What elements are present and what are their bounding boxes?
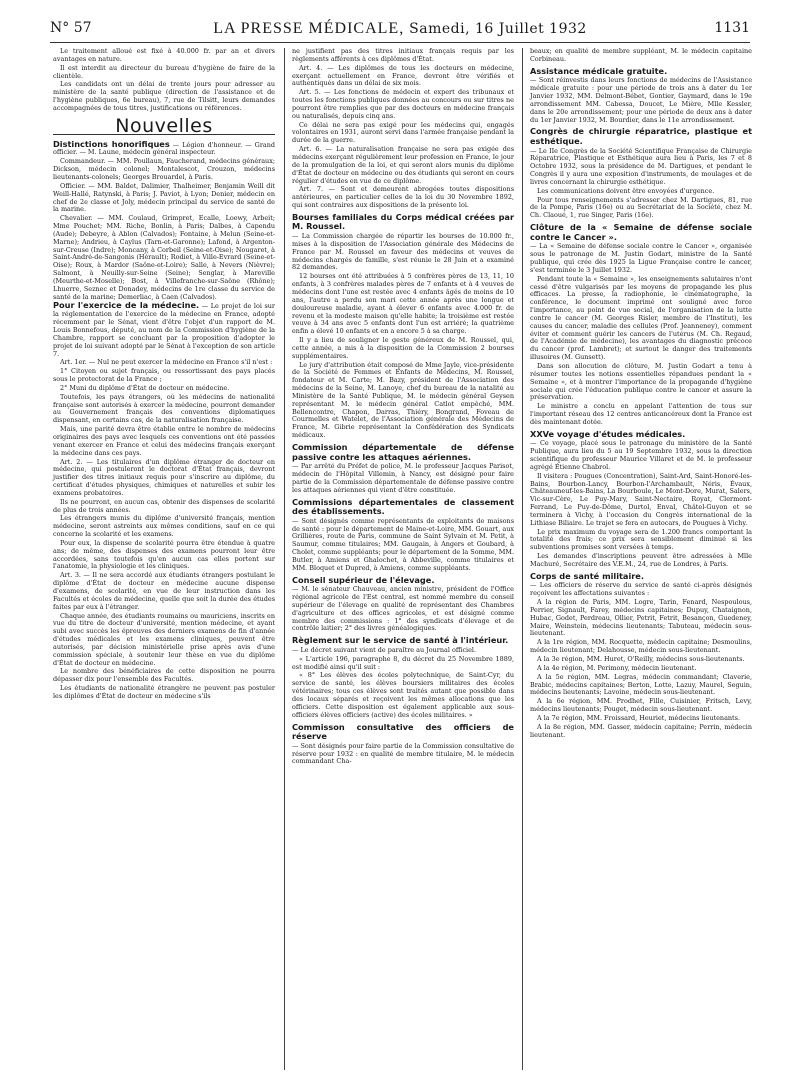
article-lead: — La « Semaine de défense sociale contre le Cancer », organisée sous le patronage de M. Justin Godart, ministre de la Santé publique, qui crée dès 1925 la Ligue Française contre le cancer, s'est terminée le 3 Juillet 1932.	[530, 242, 752, 274]
paragraph: A la 1re région, MM. Rocquette, médecin capitaine; Desmoulins, médecin lieutenant; Delahousse, médecin sous-lieutenant.	[530, 638, 752, 655]
column-3	[530, 48, 752, 740]
column-divider	[522, 48, 523, 1070]
paragraph: 2° Muni du diplôme d'État de docteur en médecine.	[60, 383, 230, 392]
paragraph: Le ministre a conclu en appelant l'attention de tous sur l'important réseau des 12 centres anticancéreux dont la France est dès maintenant dotée.	[530, 402, 752, 426]
article-title: Conseil supérieur de l'élevage.	[292, 574, 435, 585]
article-exercice	[53, 302, 275, 358]
paragraph: Mais, une parité devra être établie entre le nombre de médecins originaires des pays avec lesquels ces conventions ont été passées venant exercer en France et celui des médecins français exerçant la médecine dans ces pays.	[53, 425, 275, 457]
paragraph: Art. 4. — Les diplômes de tous les docteurs en médecine, exerçant actuellement en France, devront être vérifiés et authentiqués dans un délai de six mois.	[292, 63, 514, 88]
page-number: N° 57	[50, 20, 92, 36]
paragraph: A la 8e région, MM. Gasser, médecin capitaine; Perrin, médecin lieutenant.	[530, 722, 752, 739]
paragraph: Chaque année, des étudiants roumains ou mauriciens, inscrits en vue du titre de docteur d'université, mention médecine, et ayant subi avec succès les épreuves des derniers examens de fin d'année d'études médicales et les examens cliniques, peuvent être autorisés, par décision ministérielle prise après avis d'une commission spéciale, à soutenir leur thèse en vue du diplôme d'État de docteur en médecine.	[53, 611, 275, 667]
article-title: XXVe voyage d'études médicales.	[530, 428, 686, 439]
paragraph: Art. 6. — La naturalisation française ne sera pas exigée des médecins exerçant régulièrement leur profession en France, le jour de la promulgation de la loi, et qui seront alors munis du diplôme d'État de docteur en médecine ou des étudiants qui seront en cours régulier d'études en vue de ce diplôme.	[292, 145, 514, 185]
paragraph: Pendant toute la « Semaine », les enseignements salutaires n'ont cessé d'être vulgarisés par les moyens de propagande les plus efficaces. La presse, la radiophonie, le cinématographe, la conférence, le document imprimé ont souligné avec force l'importance, au point de vue social, de l'organisation de la lutte contre le cancer (M. Georges Risler, membre de l'Institut), les causes du cancer, maladie des cellules (Prof. Jeanneney), comment éviter et comment guérir les cancers de l'utérus (M. Ch. Regaud, de l'Académie de médecine), les avantages du diagnostic précoce du cancer (prof. Lambret); et surtout le danger des traitements illusoires (M. Gunsett).	[530, 274, 752, 362]
article-lead: — La Commission chargée de répartir les bourses de 10.000 fr., mises à la disposition de l'Association générale des Médecins de France par M. Roussel en faveur des médecins et veuves de médecins chargés de famille, s'est réunie le 28 Juin et a examiné 82 demandes.	[292, 232, 514, 272]
header-rule	[50, 42, 750, 43]
article-title: Congrès de chirurgie réparatrice, plastique et esthétique.	[530, 126, 752, 146]
article-title: Commissions départementales de classement des établissements.	[292, 496, 514, 517]
paragraph: Art. 5. — Les fonctions de médecin et expert des tribunaux et toutes les fonctions publiques données au concours ou sur titres ne pourront être remplies que par des docteurs en médecine français ou naturalisés, depuis cinq ans.	[292, 88, 514, 120]
paragraph: Pour tous renseignements s'adresser chez M. Dartigues, 81, rue de la Pompe, Paris (16e) ou au Secrétariat de la Société, chez M. Ch. Claoué, 1, rue Singer, Paris (16e).	[530, 195, 752, 220]
article-lead: — Les officiers de réserve du service de santé ci-après désignés reçoivent les affectations suivantes :	[530, 581, 752, 598]
paragraph: Art. 1er. — Nul ne peut exercer la médecine en France s'il n'est :	[60, 358, 273, 367]
paragraph: Le traitement alloué est fixé à 40.000 fr. par an et divers avantages en nature.	[53, 47, 275, 63]
paragraph: Dans son allocution de clôture, M. Justin Godart a tenu à résumer toutes les notions essentielles répandues pendant la « Semaine », et à montrer l'importance de la propagande d'hygiène sociale qui crée l'éducation publique contre le cancer et assure la préservation.	[530, 361, 752, 402]
article-lead: — Sont désignés comme représentants de exploitants de maisons de santé : pour le département de Maine-et-Loire, MM. Gouart, aux Grillières, route de Paris, commune de Saint Sylvain et M. Petit, à Saumur, comme titulaires; MM. Gaugain, à Angers et Goubard, à Cholet, comme suppléants; pour le département de la Somme, MM. Butler, à Amiens et Ghalochet, à Abbeville, comme titulaires et MM. Bloquet et Dupred, à Amiens, comme suppléants.	[292, 516, 514, 572]
article-title: Règlement sur le service de santé à l'intérieur.	[292, 635, 509, 646]
paragraph: Officier. — MM. Baldet, Dalimier, Thalheimer, Benjamin Weill dit Weill-Hallé, Ratynski, à Paris; J. Paviot, à Lyon; Denier, médecin en chef de 2e classe et Joly, médecin principal du service de santé de la marine.	[53, 181, 275, 214]
column-1	[53, 48, 275, 702]
paragraph: Chevalier. — MM. Coulaud, Grimpret, Ecalle, Loewy, Arbeit; Mme Pouchet; MM. Riche, Bonlin, à Paris; Dalbes, à Capendu (Aude); Debeyre, à Ablon (Calvados); Fontaine, à Melun (Seine-et-Marne); Andrieu, à Caylus (Tarn-et-Garonne); Lafond, à Argenton-sur-Creuse (Indre); Moncany, à Corbeil (Seine-et-Oise); Nougaret, à Saint-André-de-Sangonis (Hérault); Rodiet, à Ville-Evrard (Seine-et-Oise); Roux, à Mardor (Saône-et-Loire); Salle, à Nevers (Nièvre); Salmont, à Neuilly-sur-Seine (Seine); Senglar, à Mareville (Meurthe-et-Moselle); Bost, à Villefranche-sur-Saône (Rhône); Lhuerre, Seznec et Donadey, médecins de 1re classe du service de santé de la marine; Demerliac, à Caen (Calvados).	[53, 214, 275, 301]
article-lead: — Légion d'honneur. — Grand officier. — M. Laune, médecin général inspecteur.	[53, 140, 275, 157]
paragraph: A la 6e région, MM. Prodhet, Fille, Cuisinier, Fritsch, Levy, médecins lieutenants; Pouget, médecin sous-lieutenant.	[530, 697, 752, 714]
paragraph: Il est interdit au directeur du bureau d'hygiène de faire de la clientèle.	[53, 63, 275, 80]
folio: 1131	[714, 20, 750, 36]
paragraph: Le nombre des bénéficiaires de cette disposition ne pourra dépasser dix pour l'ensemble des Facultés.	[53, 667, 275, 684]
page-header	[50, 20, 750, 40]
article-title: Distinctions honorifiques	[53, 138, 170, 149]
journal-title: LA PRESSE MÉDICALE,	[213, 20, 405, 37]
paragraph: ne justifient pas des titres initiaux français requis par les règlements afférents à ces diplômes d'État.	[292, 47, 514, 63]
paragraph: Toutefois, les pays étrangers, où les médecins de nationalité française sont autorisés à exercer la médecine, pourront demander au Gouvernement français des conventions diplomatiques dispensant, en certains cas, de la naturalisation française.	[53, 392, 275, 425]
article-lead: — Sont réinvestis dans leurs fonctions de médecins de l'Assistance médicale gratuite : pour une période de trois ans à dater du 1er Janvier 1932, MM. Delmont-Bébet, Gontier, Gaymard, dans le 19e arrondissement MM. Cabessa, Doucet, Le Mière, Mlle Kessler, dans le 20e arrondissement; pour une période de deux ans à dater du 1er Janvier 1932, M. Bourdier, dans le 11e arrondissement.	[530, 76, 752, 124]
paragraph: Commandeur. — MM. Poullaun, Faucherand, médecins généraux; Dickson, médecin colonel; Montalescot, Crouzon, médecins lieutenants-colonels; Georges Brouardel, à Paris.	[53, 157, 275, 181]
paragraph: Les communications doivent être envoyées d'urgence.	[537, 186, 715, 195]
paragraph: Art. 3. — Il ne sera accordé aux étudiants étrangers postulant le diplôme d'État de docteur en médecine aucune dispense d'examens, de scolarité, en vue de leur instruction dans les Facultés et écoles de médecine, quelle que soit la durée des études faites par eux à l'étranger.	[53, 571, 275, 611]
column-2	[292, 48, 514, 767]
article-lead: — Sont désignés pour faire partie de la Commission consultative de réserve pour 1932 : en qualité de membre titulaire, M. le médecin commandant Cha-	[292, 741, 514, 766]
paragraph: Les étudiants de nationalité étrangère ne peuvent pas postuler les diplômes d'État de docteur en médecine s'ils	[53, 684, 275, 700]
paragraph: Pour eux, la dispense de scolarité pourra être étendue à quatre ans; de même, des dispenses des examens pourront leur être accordées, sans toutefois qu'en aucun cas elles portent sur l'anatomie, la physiologie et les cliniques.	[53, 538, 275, 571]
paragraph: Le prix maximum du voyage sera de 1.200 francs comportant la totalité des frais; ce prix sera sensiblement diminué si les subventions promises sont versées à temps.	[530, 527, 752, 552]
section-heading-nouvelles: Nouvelles	[115, 114, 213, 137]
article-lead: — M. le sénateur Chauveau, ancien ministre, président de l'Office régional agricole de l'Est central, est nommé membre du conseil supérieur de l'élevage en qualité de représentant des Chambres d'agriculture et des offices agricoles, et est désigné comme membre des commissions : 1° des syndicats d'élevage et de contrôle laitier; 2° des livres généalogiques.	[292, 585, 514, 633]
paragraph: Art. 2. — Les titulaires d'un diplôme étranger de docteur en médecine, qui postuleront le doctorat d'État français, devront justifier des titres initiaux requis pour s'inscrire au diplôme, du certificat d'études physiques, chimiques et naturelles et subir les examens probatoires.	[53, 457, 275, 497]
paragraph: beaux; en qualité de membre suppléant, M. le médecin capitaine Corbineau.	[530, 47, 752, 63]
paragraph: Ce délai ne sera pas exigé pour les médecins qui, engagés volontaires en 1931, auront servi dans l'armée française pendant la durée de la guerre.	[292, 120, 514, 145]
paragraph: « L'article 196, paragraphe 8, du décret du 25 Novembre 1889, est modifié ainsi qu'il suit :	[292, 654, 514, 671]
paragraph: A la 3e région, MM. Huret, O'Reilly, médecins sous-lieutenants.	[537, 655, 745, 663]
article-lead: — Le IIe Congrès de la Société Scientifique Française de Chirurgie Réparatrice, Plastique et Esthétique aura lieu à Paris, les 7 et 8 Octobre 1932, sous la présidence de M. Dartigues, et pendant le Congrès il y aura une exposition d'instruments, de moulages et de livres concernant la chirurgie esthétique.	[530, 146, 752, 186]
paragraph: 12 bourses ont été attribuées à 5 confrères pères de 13, 11, 10 enfants, à 3 confrères malades pères de 7 enfants et à 4 veuves de médecins dont l'une est restée avec 4 enfants âgés de moins de 10 ans, l'autre a perdu son mari cette année après une longue et douloureuse maladie, ayant à élever 6 enfants avec 4.000 fr. de revenu et la modeste maison qu'elle habite; la troisième est restée veuve à 34 ans avec 5 enfants dont l'un est arriéré; la quatrième enfin a élevé 10 enfants et en a encore 5 à sa charge.	[292, 272, 514, 336]
article-title: Commission départementale de défense passive contre les attaques aériennes.	[292, 442, 514, 462]
paragraph: Les étrangers munis du diplôme d'université français, mention médecine, seront astreints aux mêmes conditions, sauf en ce qui concerne la scolarité et les examens.	[53, 514, 275, 539]
paragraph: Les candidats ont un délai de trente jours pour adresser au ministère de la santé publique (direction de l'assistance et de l'hygiène publiques, 6e bureau), 7, rue de Tilsitt, leurs demandes accompagnées de tous titres, justifications ou références.	[53, 80, 275, 112]
article-title: Bourses familiales du Corps médical créées par M. Roussel.	[292, 211, 514, 232]
paragraph: Les demandes d'inscriptions peuvent être adressées à Mlle Machuré, Secrétaire des V.E.M., 24, rue de Londres, à Paris.	[530, 552, 752, 568]
article-title: Assistance médicale gratuite.	[530, 65, 668, 76]
paragraph: « 8° Les élèves des écoles polytechnique, de Saint-Cyr, du service de santé, les élèves boursiers militaires des écoles vétérinaires; tous ces élèves sont traités autant que possible dans des locaux séparés et reçoivent les mêmes allocations que les officiers. Cette disposition est également applicable aux sous-officiers élèves officiers (active) des écoles militaires. »	[292, 671, 514, 719]
paragraph: A la région de Paris, MM. Logre, Tarin, Fenard, Nespoulous, Perrier, Signault, Farey, médecins capitaines; Dupuy, Chataignon, Hubac, Godet, Perdreau, Ollier, Petrit, Fetrit, Besançon, Guedeney, Maire, Weinstein, médecins lieutenants; Tabuteau, médecin sous-lieutenant.	[530, 598, 752, 638]
paragraph: 1° Citoyen ou sujet français, ou ressortissant des pays placés sous le protectorat de la France ;	[53, 367, 275, 384]
paragraph: A la 7e région, MM. Froissard, Heuriet, médecins lieutenants.	[537, 713, 740, 722]
article-lead: — Le projet de loi sur la réglementation de l'exercice de la médecine en France, adopté récemment par le Sénat, vient d'être l'objet d'un rapport de M. Louis Bonnefous, député, au nom de la Commission d'hygiène de la Chambre, rapport se concluant par la proposition d'adopter le projet de loi suivant adopté par le Sénat à l'exception de son article 7.	[53, 302, 276, 358]
paragraph: A la 5e région, MM. Legras, médecin commandant; Claverie, Brabic, médecins capitaines; Berton, Lotte, Lazuy, Maurel, Seguin, médecins lieutenants; Lavoine, médecin sous-lieutenant.	[530, 672, 752, 697]
column-divider	[284, 48, 285, 1070]
article-distinctions	[53, 138, 275, 158]
article-lead: — Ce voyage, placé sous le patronage du ministère de la Santé Publique, aura lieu du 5 au 19 Septembre 1932, sous la direction scientifique du professeur Maurice Villaret et de M. le professeur agrégé Étienne Chabrol.	[530, 439, 752, 471]
article-title: Clôture de la « Semaine de défense sociale contre le Cancer ».	[530, 222, 752, 242]
paragraph: Il y a lieu de souligner le geste généreux de M. Roussel, qui, cette année, a mis à la disposition de la Commission 2 bourses supplémentaires.	[292, 336, 514, 360]
paragraph: A la 4e région, M. Perimony, médecin lieutenant.	[537, 663, 697, 672]
paragraph: Art. 7. — Sont et demeurent abrogées toutes dispositions antérieures, en particulier celles de la loi du 30 Novembre 1892, qui sont contraires aux dispositions de la présente loi.	[292, 185, 514, 210]
article-title: Corps de santé militaire.	[530, 570, 644, 581]
paragraph: Le jury d'attribution était composé de Mme Jayle, vice-présidente de la Société de Femmes et Enfants de Médecins, M. Roussel, fondateur et M. Carte; M. Bazy, président de l'Association des médecins de la Seine, M. Lanoye, chef du bureau de la natalité au Ministère de la Santé Publique, M. le médecin général Geysen représentant M. le médecin général Catlot empêché, MM. Bellencontre, Chapon, Darras, Thiéry, Bongrand, Foveau de Courmelles et Watelet, de l'Association générale des Médecins de France, M. Gibrie représentant la Confédération des Syndicats médicaux.	[292, 360, 514, 440]
paragraph: Ils ne pourront, en aucun cas, obtenir des dispenses de scolarité de plus de trois années.	[53, 497, 275, 514]
article-title: Pour l'exercice de la médecine.	[53, 300, 200, 311]
article-lead: — Le décret suivant vient de paraître au Journal officiel.	[292, 645, 477, 654]
issue-date: Samedi, 16 Juillet 1932	[409, 21, 587, 37]
article-lead: — Par arrêté du Préfet de police, M. le professeur Jacques Parisot, médecin de l'Hôpital Villemin, à Nancy, est désigné pour faire partie de la Commission départementale de défense passive contre les attaques aériennes qui vient d'être constituée.	[292, 462, 514, 494]
paragraph: Il visitera : Pougues (Concentration), Saint-Ard, Saint-Honoré-les-Bains, Bourbon-Lancy, Bourbon-l'Archambault, Néris, Évaux, Châteauneuf-les-Bains, La Bourboule, Le Mont-Dore, Murat, Salers, Vic-sur-Cère, Le Puy-Mary, Saint-Nectaire, Royat, Clermont-Ferrand, Le Puy-de-Dôme, Durtol, Enval, Châtel-Guyon et se terminera à Vichy, à l'occasion du Congrès international de la Lithiase Biliaire. Le trajet se fera en autocars, de Pougues à Vichy.	[530, 471, 752, 527]
article-title: Commisson consultative des officiers de réserve	[292, 721, 514, 742]
